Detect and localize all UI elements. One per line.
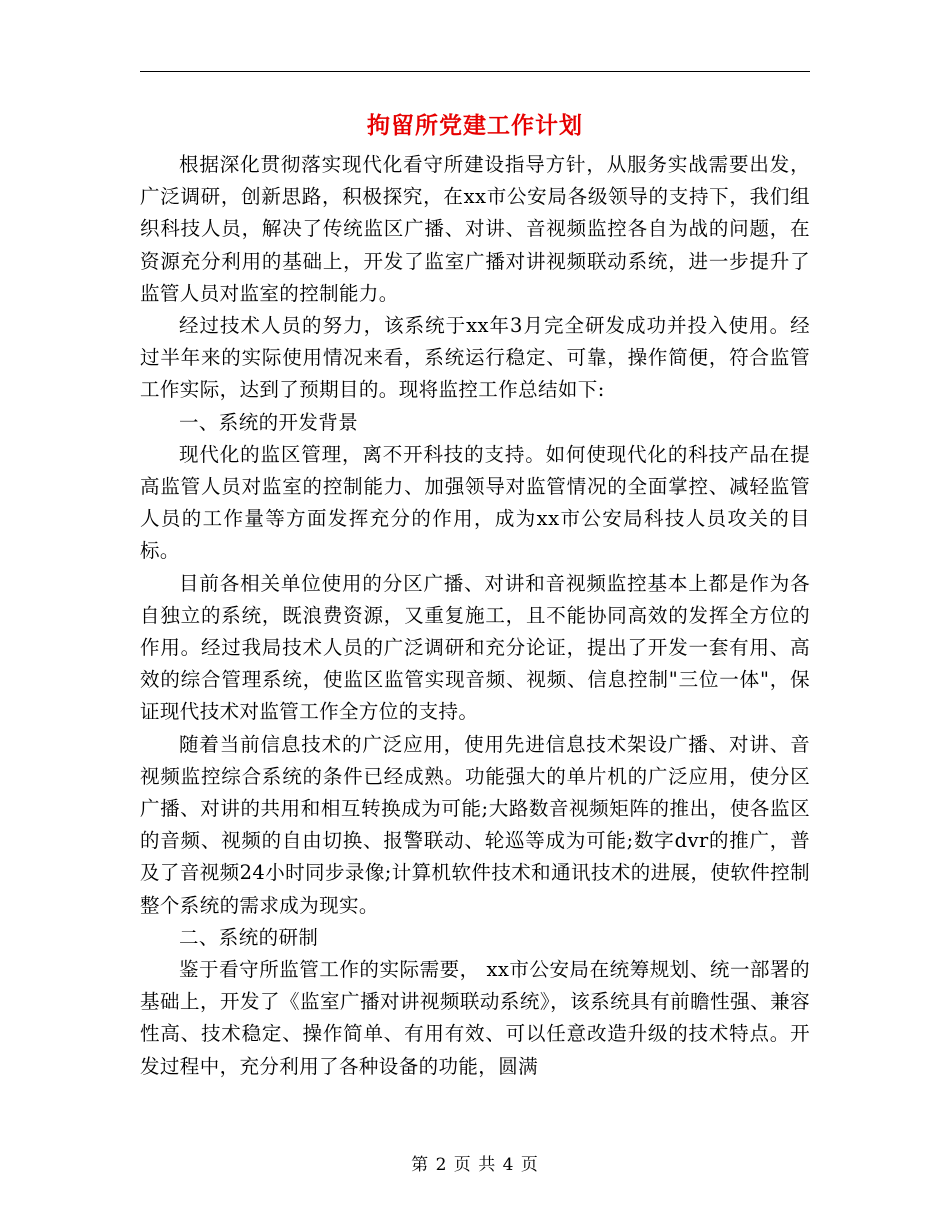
section-heading-background: 一、系统的开发背景 (179, 410, 359, 434)
section-heading-development: 二、系统的研制 (179, 925, 319, 949)
paragraph-background-2: 目前各相关单位使用的分区广播、对讲和音视频监控基本上都是作为各自独立的系统，既浪费资源，又重复施工，且不能协同高效的发挥全方位的作用。经过我局技术人员的广泛调研和充分论证，提出了开发一套有用、高效的综合管理系统，使监区监管实现音频、视频、信息控制"三位一体"，保证现代技术对监管工作全方位的支持。 (140, 571, 810, 724)
paragraph-intro: 根据深化贯彻落实现代化看守所建设指导方针，从服务实战需要出发，广泛调研，创新思路，积极探究，在xx市公安局各级领导的支持下，我们组织科技人员，解决了传统监区广播、对讲、音视频监控各自为战的问题，在资源充分利用的基础上，开发了监室广播对讲视频联动系统，进一步提升了监管人员对监室的控制能力。 (140, 153, 810, 305)
paragraph-background-1: 现代化的监区管理，离不开科技的支持。如何使现代化的科技产品在提高监管人员对监室的控制能力、加强领导对监管情况的全面掌控、减轻监管人员的工作量等方面发挥充分的作用，成为xx市公安局科技人员攻关的目标。 (140, 442, 810, 563)
page-footer: 第 2 页 共 4 页 (411, 1155, 539, 1175)
paragraph-background-3: 随着当前信息技术的广泛应用，使用先进信息技术架设广播、对讲、音视频监控综合系统的条件已经成熟。功能强大的单片机的广泛应用，使分区广播、对讲的共用和相互转换成为可能;大路数音视频矩阵的推出，使各监区的音频、视频的自由切换、报警联动、轮巡等成为可能;数字dvr的推广，普及了音视频24小时同步录像;计算机软件技术和通讯技术的进展，使软件控制整个系统的需求成为现实。 (140, 732, 810, 917)
document-body (140, 149, 810, 1083)
document-title: 拘留所党建工作计划 (367, 112, 583, 139)
paragraph-development-1: 鉴于看守所监管工作的实际需要， xx市公安局在统筹规划、统一部署的基础上，开发了《监室广播对讲视频联动系统》，该系统具有前瞻性强、兼容性高、技术稳定、操作简单、有用有效、可以任意改造升级的技术特点。开发过程中，充分利用了各种设备的功能，圆满 (140, 958, 810, 1078)
paragraph-summary: 经过技术人员的努力，该系统于xx年3月完全研发成功并投入使用。经过半年来的实际使用情况来看，系统运行稳定、可靠，操作简便，符合监管工作实际，达到了预期目的。现将监控工作总结如下: (140, 314, 810, 402)
header-rule (140, 71, 810, 72)
